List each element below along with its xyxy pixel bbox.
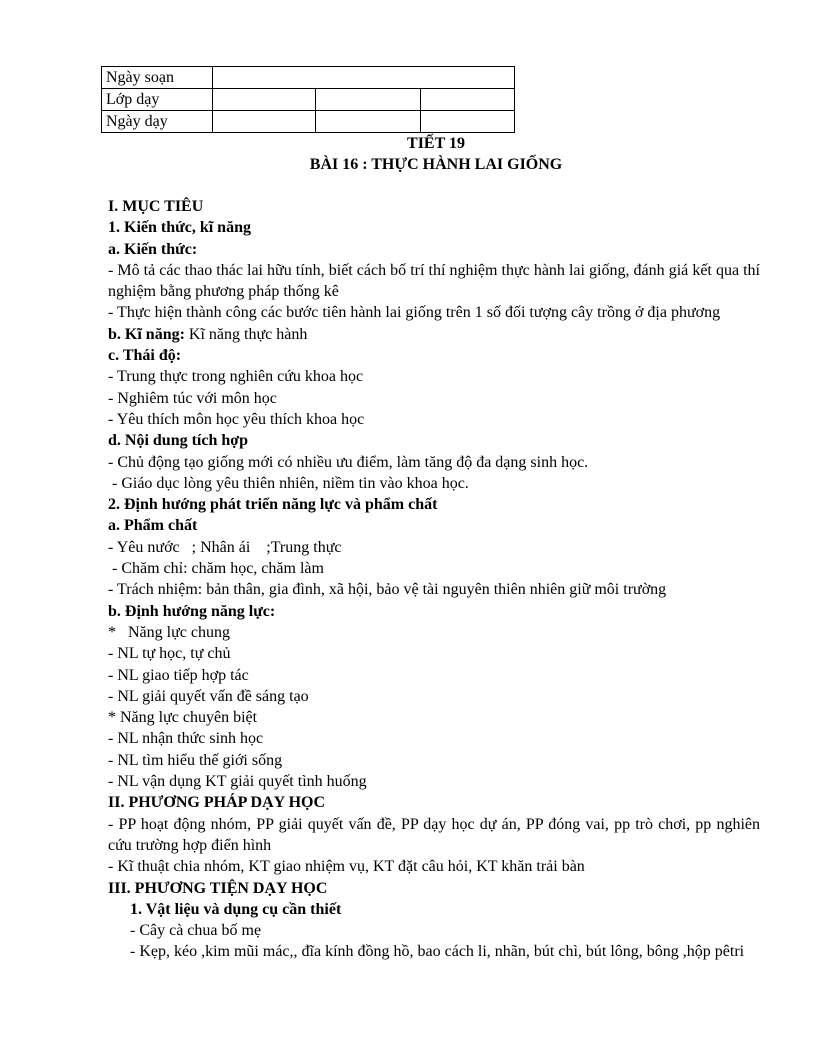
table-row: [102, 89, 515, 111]
list-item: - Yêu thích môn học yêu thích khoa học: [108, 410, 365, 428]
meta-value-class-2: [316, 89, 421, 111]
item-heading: c. Thái độ:: [108, 347, 182, 365]
lesson-content: [108, 196, 760, 963]
list-item: - Cây cà chua bố mẹ: [130, 922, 262, 940]
list-item: * Năng lực chung: [108, 623, 230, 641]
meta-label-class: Lớp dạy: [102, 89, 213, 111]
lesson-number: TIẾT 19: [407, 135, 465, 152]
paragraph: - Kĩ thuật chia nhóm, KT giao nhiệm vụ, KT đặt câu hỏi, KT khăn trải bàn: [108, 858, 585, 876]
meta-value-teach-date-3: [421, 111, 515, 133]
section-heading: I. MỤC TIÊU: [108, 198, 204, 215]
list-item: - NL tự học, tự chủ: [108, 645, 231, 663]
item-text: Kĩ năng thực hành: [184, 325, 308, 343]
meta-value-class-1: [213, 89, 316, 111]
table-row: [102, 111, 515, 133]
subsection-heading: 1. Kiến thức, kĩ năng: [108, 219, 251, 237]
list-item: - NL vận dụng KT giải quyết tình huống: [108, 773, 367, 791]
meta-value-prep-date: [213, 67, 515, 89]
meta-value-teach-date-1: [213, 111, 316, 133]
list-item: - Kẹp, kéo ,kim mũi mác,, đĩa kính đồng hồ, bao cách li, nhãn, bút chì, bút lông, bông ,hộp pêtri: [130, 943, 745, 961]
paragraph: - Thực hiện thành công các bước tiên hành lai giống trên 1 số đối tượng cây trồng ở địa phương: [108, 304, 721, 322]
paragraph: - Mô tả các thao thác lai hữu tính, biết cách bố trí thí nghiệm thực hành lai giống, đánh giá kết qua thí nghiệm bằng phương pháp thống kê: [108, 261, 760, 301]
list-item: - Yêu nước ; Nhân ái ;Trung thực: [108, 538, 342, 556]
meta-value-class-3: [421, 89, 515, 111]
section-heading: II. PHƯƠNG PHÁP DẠY HỌC: [108, 794, 326, 812]
list-item: - NL giải quyết vấn đề sáng tạo: [108, 687, 309, 705]
list-item: - NL nhận thức sinh học: [108, 730, 264, 748]
meta-label-teach-date: Ngày dạy: [102, 111, 213, 133]
list-item: - Trách nhiệm: bản thân, gia đình, xã hội, bảo vệ tài nguyên thiên nhiên giữ môi trường: [108, 581, 667, 599]
item-heading: d. Nội dung tích hợp: [108, 432, 249, 450]
item-heading: b. Định hướng năng lực:: [108, 602, 276, 620]
subsection-heading: 2. Định hướng phát triển năng lực và phẩm chất: [108, 496, 438, 514]
list-item: - Chăm chỉ: chăm học, chăm làm: [108, 560, 324, 578]
list-item: - Nghiêm túc với môn học: [108, 389, 277, 407]
meta-label-prep-date: Ngày soạn: [102, 67, 213, 89]
meta-value-teach-date-2: [316, 111, 421, 133]
subsection-heading: 1. Vật liệu và dụng cụ cần thiết: [130, 900, 342, 918]
item-heading: a. Kiến thức:: [108, 240, 198, 258]
paragraph: - PP hoạt động nhóm, PP giải quyết vấn đề, PP dạy học dự án, PP đóng vai, pp trò chơi, pp nghiên cứu trường hợp điển hình: [108, 815, 760, 854]
lesson-meta-table: [101, 66, 515, 133]
item-heading: b. Kĩ năng:: [108, 325, 185, 343]
list-item: - Trung thực trong nghiên cứu khoa học: [108, 368, 364, 386]
paragraph: [108, 324, 760, 345]
section-heading: III. PHƯƠNG TIỆN DẠY HỌC: [108, 879, 328, 897]
list-item: - Giáo dục lòng yêu thiên nhiên, niềm tin vào khoa học.: [108, 474, 469, 492]
list-item: - NL giao tiếp hợp tác: [108, 666, 249, 684]
item-heading: a. Phẩm chất: [108, 517, 198, 535]
list-item: * Năng lực chuyên biệt: [108, 709, 258, 727]
list-item: - NL tìm hiểu thế giới sống: [108, 751, 283, 769]
list-item: - Chủ động tạo giống mới có nhiều ưu điểm, làm tăng độ đa dạng sinh học.: [108, 453, 589, 471]
table-row: [102, 67, 515, 89]
lesson-title: BÀI 16 : THỰC HÀNH LAI GIỐNG: [309, 156, 563, 173]
